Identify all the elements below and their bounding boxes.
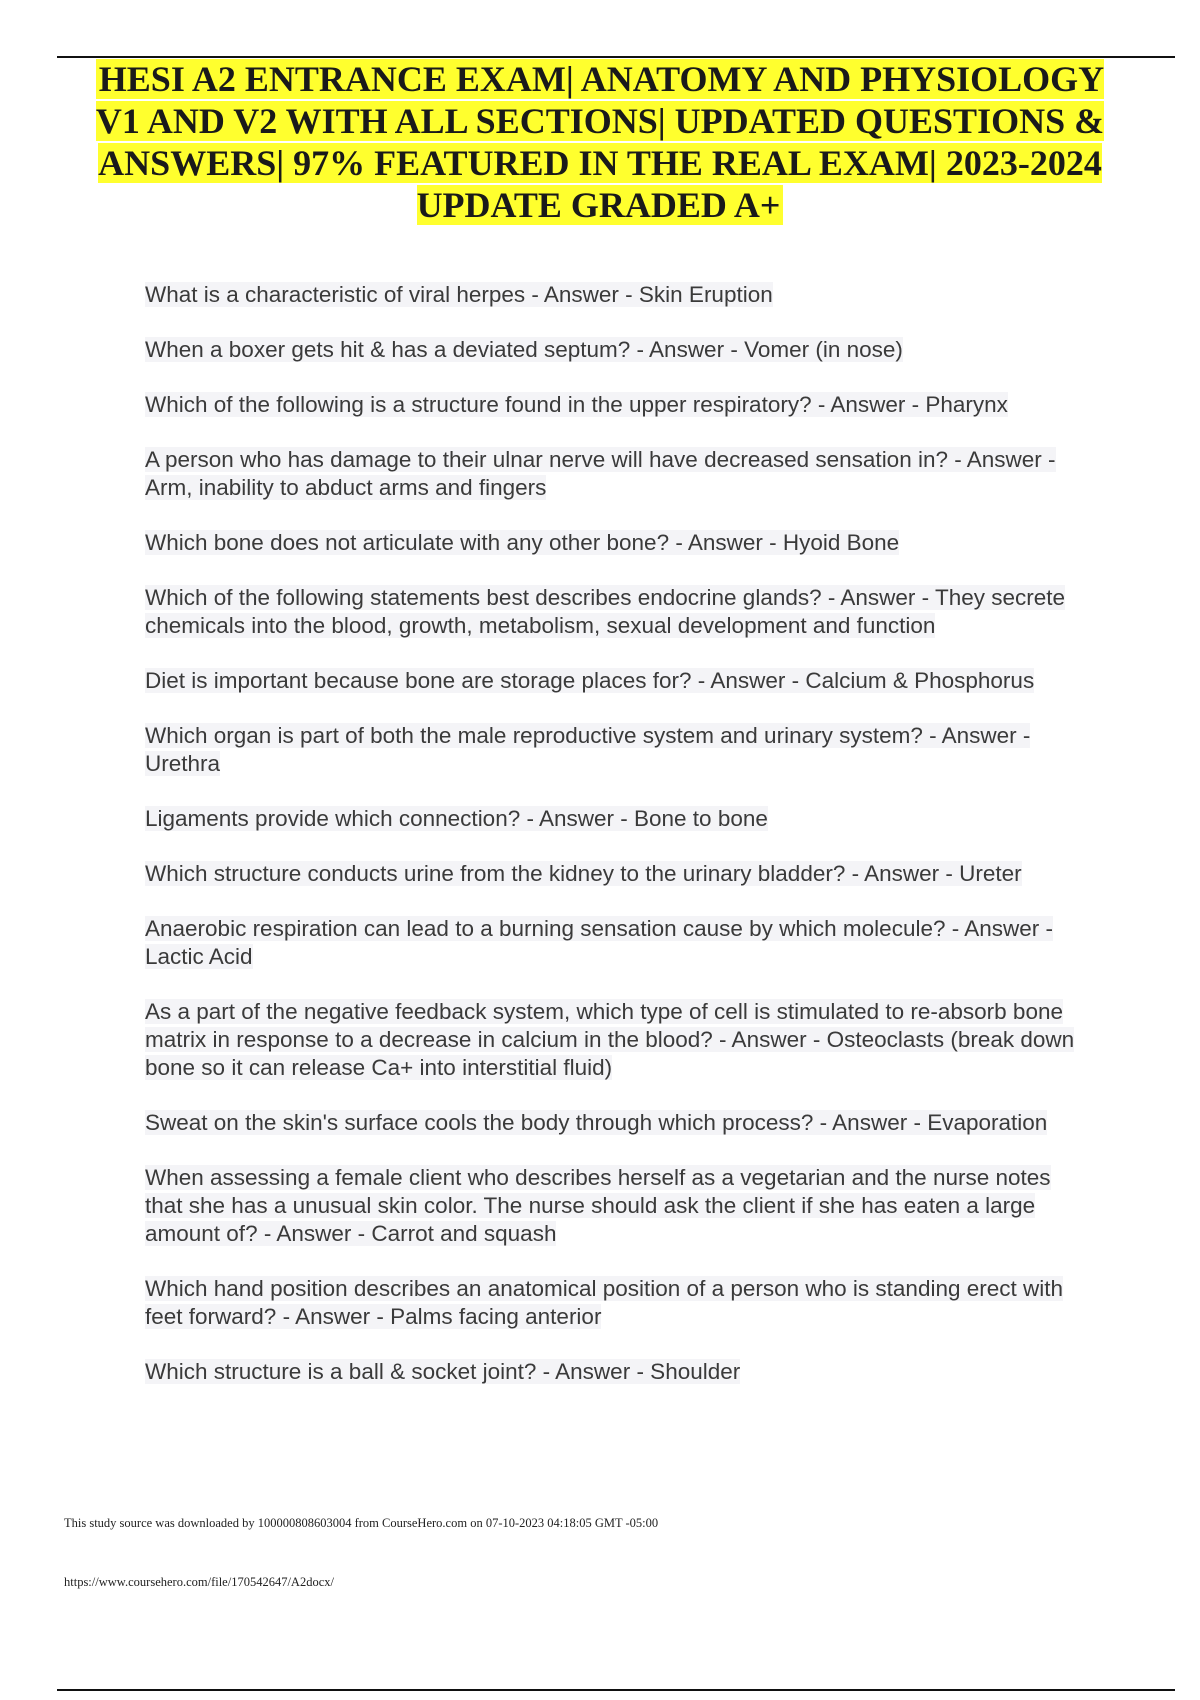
qa-item: Which organ is part of both the male reproductive system and urinary system? - Answer - Urethra [145,723,1031,776]
qa-item: Which of the following is a structure found in the upper respiratory? - Answer - Pharynx [145,392,1008,417]
qa-item: Which structure is a ball & socket joint? - Answer - Shoulder [145,1359,741,1384]
qa-item: Anaerobic respiration can lead to a burning sensation cause by which molecule? - Answer - Lactic Acid [145,916,1054,969]
title-highlight: HESI A2 ENTRANCE EXAM| ANATOMY AND PHYSIOLOGY V1 AND V2 WITH ALL SECTIONS| UPDATED QUESTIONS & ANSWERS| 97% FEATURED IN THE REAL EXAM| 2023-2024 UPDATE GRADED A+ [95,59,1105,225]
qa-item: Ligaments provide which connection? - Answer - Bone to bone [145,806,768,831]
qa-item: Sweat on the skin's surface cools the body through which process? - Answer - Evaporation [145,1110,1048,1135]
qa-item: When a boxer gets hit & has a deviated septum? - Answer - Vomer (in nose) [145,337,903,362]
qa-list [145,281,1090,1413]
qa-item: Which hand position describes an anatomical position of a person who is standing erect with feet forward? - Answer - Palms facing anterior [145,1276,1064,1329]
qa-item: Which of the following statements best describes endocrine glands? - Answer - They secrete chemicals into the blood, growth, metabolism, sexual development and function [145,585,1066,638]
qa-item: Diet is important because bone are storage places for? - Answer - Calcium & Phosphorus [145,668,1035,693]
qa-item: Which bone does not articulate with any other bone? - Answer - Hyoid Bone [145,530,900,555]
bottom-rule [57,1689,1175,1691]
document-title [80,58,1120,226]
qa-item: When assessing a female client who describes herself as a vegetarian and the nurse notes that she has a unusual skin color. The nurse should ask the client if she has eaten a large amount of? - Answer - Carrot and squash [145,1165,1051,1246]
download-source-note: This study source was downloaded by 100000808603004 from CourseHero.com on 07-10-2023 04:18:05 GMT -05:00 [64,1516,659,1530]
qa-item: As a part of the negative feedback system, which type of cell is stimulated to re-absorb bone matrix in response to a decrease in calcium in the blood? - Answer - Osteoclasts (break down bone so it can release Ca+ into interstitial fluid) [145,999,1075,1080]
source-url[interactable]: https://www.coursehero.com/file/170542647/A2docx/ [64,1575,334,1589]
qa-item: A person who has damage to their ulnar nerve will have decreased sensation in? - Answer - Arm, inability to abduct arms and fingers [145,447,1056,500]
qa-item: Which structure conducts urine from the kidney to the urinary bladder? - Answer - Ureter [145,861,1022,886]
qa-item: What is a characteristic of viral herpes - Answer - Skin Eruption [145,282,773,307]
